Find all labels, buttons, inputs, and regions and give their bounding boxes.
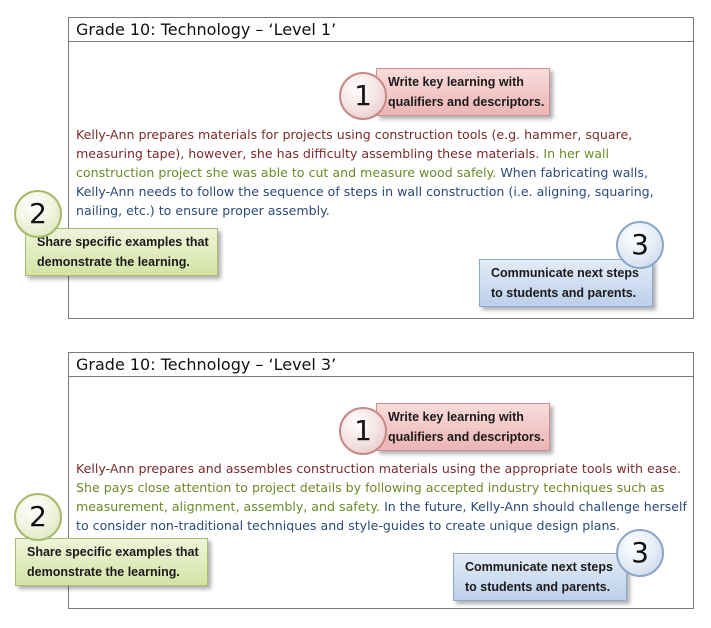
panel-title: Grade 10: Technology – ‘Level 1’ [69,18,693,42]
examples-text: She pays close attention to project details by following accepted industry techniques such as measurement, alignment, assembly, and safety. [76,480,665,514]
number-two-badge: 2 [14,493,62,541]
callout-line: to students and parents. [465,580,611,594]
callout-line: Write key learning with [388,75,524,89]
next-steps-callout [453,553,627,601]
number-three-badge: 3 [616,221,664,269]
key-learning-text: Kelly-Ann prepares materials for projects using construction tools (e.g. hammer, square, measuring tape), however, she has difficulty assembling these materials. [76,127,633,161]
examples-callout [25,228,218,276]
key-learning-callout [376,68,550,116]
examples-text: In her wall construction project she was able to cut and measure wood safely. [76,146,609,180]
next-steps-text: In the future, Kelly-Ann should challenge herself to consider non-traditional techniques and style-guides to create unique design plans. [76,499,687,533]
examples-callout [15,538,208,586]
callout-line: Share specific examples that [27,545,199,559]
key-learning-callout [376,403,550,451]
next-steps-text: When fabricating walls, Kelly-Ann needs to follow the sequence of steps in wall construction (i.e. aligning, squaring, nailing, etc.) to ensure proper assembly. [76,165,654,218]
key-learning-text: Kelly-Ann prepares and assembles construction materials using the appropriate tools with ease. [76,461,681,476]
number-three-badge: 3 [616,529,664,577]
next-steps-callout [479,259,653,307]
callout-line: Communicate next steps [465,560,613,574]
panel-title: Grade 10: Technology – ‘Level 3’ [69,353,693,377]
number-one-badge: 1 [339,72,387,120]
panel-body-text [76,459,691,535]
callout-line: demonstrate the learning. [37,255,190,269]
callout-line: to students and parents. [491,286,637,300]
number-two-badge: 2 [14,190,62,238]
callout-line: qualifiers and descriptors. [388,95,545,109]
callout-line: Communicate next steps [491,266,639,280]
panel-body-text [76,125,676,220]
callout-line: demonstrate the learning. [27,565,180,579]
number-one-badge: 1 [339,407,387,455]
callout-line: qualifiers and descriptors. [388,430,545,444]
callout-line: Write key learning with [388,410,524,424]
callout-line: Share specific examples that [37,235,209,249]
